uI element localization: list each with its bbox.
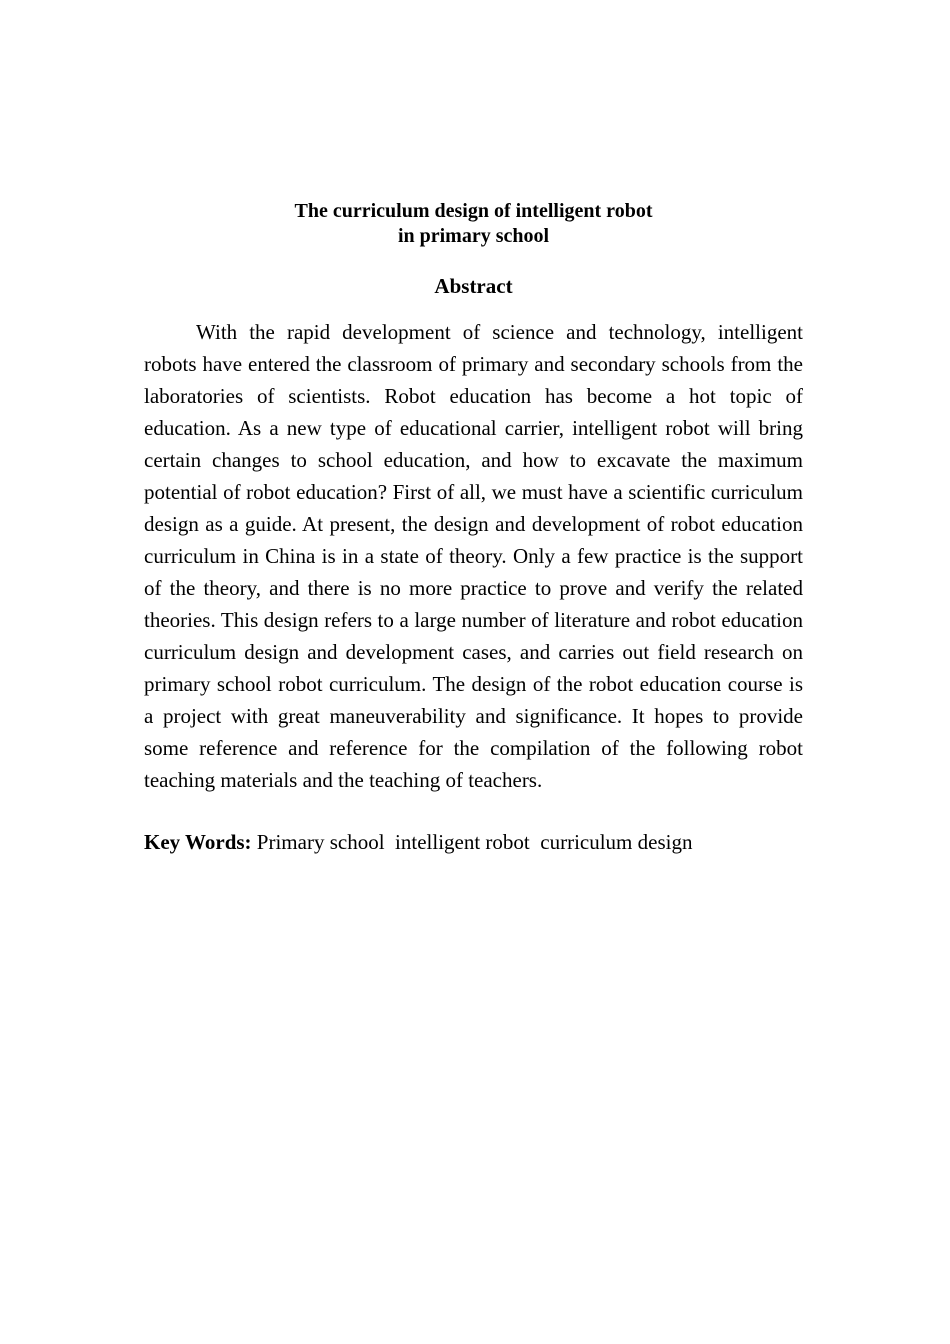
title-line-1: The curriculum design of intelligent robot (294, 200, 653, 222)
abstract-heading: Abstract (434, 274, 513, 298)
keywords (144, 828, 803, 856)
abstract-body: With the rapid development of science and technology, intelligent robots have entered the classroom of primary and secondary schools from the laboratories of scientists. Robot education has become a hot topic of education. As a new type of educational carrier, intelligent robot will bring certain changes to school education, and how to excavate the maximum potential of robot education? First of all, we must have a scientific curriculum design as a guide. At present, the design and development of robot education curriculum in China is in a state of theory. Only a few practice is the support of the theory, and there is no more practice to prove and verify the related theories. This design refers to a large number of literature and robot education curriculum design and development cases, and carries out field research on primary school robot curriculum. The design of the robot education course is a project with great maneuverability and significance. It hopes to provide some reference and reference for the compilation of the following robot teaching materials and the teaching of teachers. (144, 320, 803, 792)
keywords-label: Key Words: (144, 830, 252, 854)
page-content (144, 199, 803, 856)
title-line-2: in primary school (397, 225, 550, 247)
keywords-text: Primary school intelligent robot curriculum design (256, 830, 693, 854)
document-title (144, 199, 803, 249)
